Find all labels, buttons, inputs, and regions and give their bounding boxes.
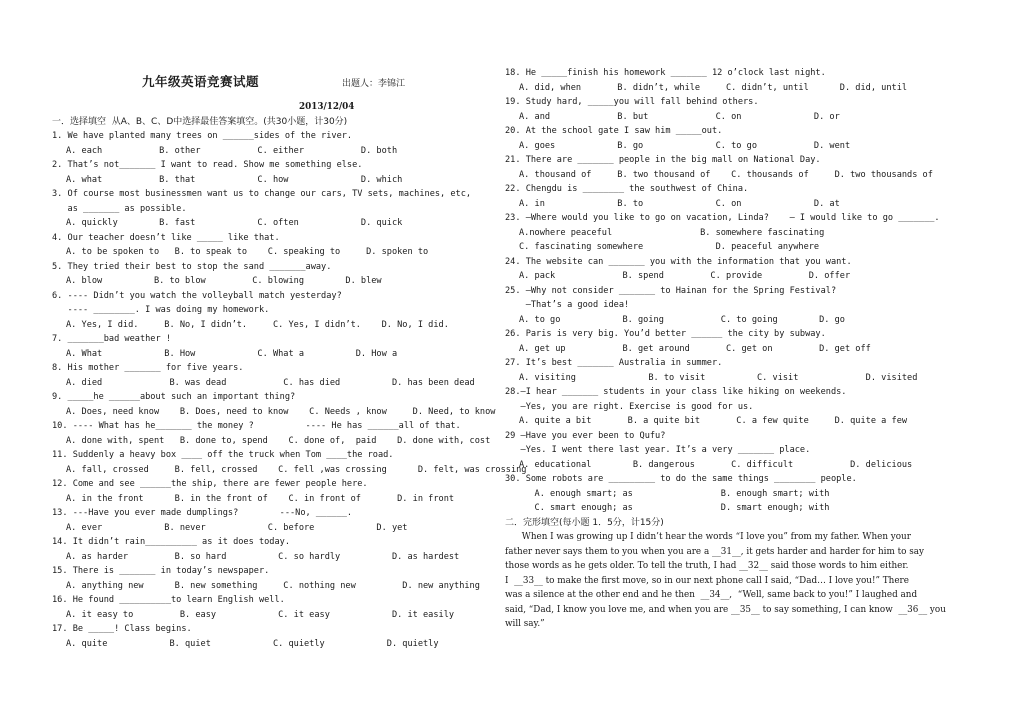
question-line: 11. Suddenly a heavy box ____ off the truck when Tom ____the road. [52,450,394,460]
passage-line: will say.” [505,619,545,629]
answer-options: A. Does, need know B. Does, need to know C. Needs , know D. Need, to know [66,406,496,417]
question-line: 21. There are _______ people in the big mall on National Day. [505,155,821,165]
answer-options: A. to go B. going C. to going D. go [519,314,845,325]
section-heading: 一．选择填空 从A、B、C、D中选择最佳答案填空。(共30小题，计30分) [52,116,348,127]
exam-date: 2013/12/04 [299,102,355,112]
question-line: 18. He _____finish his homework _______ 12 o’clock last night. [505,68,826,78]
question-line: —That’s a good idea! [505,300,630,310]
question-line: 25. —Why not consider _______ to Hainan for the Spring Festival? [505,285,837,296]
question-line: 23. —Where would you like to go on vacation, Linda? — I would like to go _______. [505,213,940,223]
question-line: 29 —Have you ever been to Qufu? [505,430,666,441]
question-line: 10. ---- What has he_______ the money ? ---- He has ______all of that. [52,421,461,431]
question-line: 9. _____he ______about such an important thing? [52,392,296,402]
answer-options: A. anything new B. new something C. nothing new D. new anything [66,580,480,591]
question-line: 16. He found __________to learn English well. [52,595,285,605]
right-question-list [505,66,945,632]
answer-options: C. fascinating somewhere D. peaceful anywhere [519,242,820,252]
answer-options: A. educational B. dangerous C. difficult D. delicious [519,459,913,470]
question-line: 27. It’s best _______ Australia in summer. [505,358,723,368]
question-line: 7. _______bad weather ! [52,334,171,344]
answer-options: A. enough smart; as B. enough smart; with [519,488,830,499]
answer-options: A. What B. How C. What a D. How a [66,348,398,359]
question-line: 8. His mother _______ for five years. [52,363,244,373]
question-line: —Yes. I went there last year. It’s a very _______ place. [505,445,811,455]
answer-options: A. ever B. never C. before D. yet [66,522,408,533]
question-line: 3. Of course most businessmen want us to change our cars, TV sets, machines, etc, [52,189,472,199]
answer-options: A. done with, spent B. done to, spend C. done of, paid D. done with, cost [66,435,491,446]
answer-options: A. did, when B. didn’t, while C. didn’t, until D. did, until [519,82,908,93]
page-title: 九年级英语竞赛试题 [142,74,260,89]
question-line: 13. ---Have you ever made dumplings? ---No, ______. [52,508,353,518]
answer-options: A. thousand of B. two thousand of C. thousands of D. two thousands of [519,169,933,180]
answer-options: A. get up B. get around C. get on D. get off [519,343,871,354]
answer-options: A. quite a bit B. a quite bit C. a few quite D. quite a few [519,416,908,426]
question-line: —Yes, you are right. Exercise is good for us. [505,401,754,412]
question-line: 5. They tried their best to stop the sand _______away. [52,261,332,272]
section-heading: 二．完形填空(每小题 1．5分，计15分) [505,517,664,528]
question-line: 15. There is _______ in today’s newspaper. [52,566,270,576]
answer-options: A. as harder B. so hard C. so hardly D. as hardest [66,551,460,562]
question-line: 19. Study hard, _____you will fall behind others. [505,97,759,107]
answer-options: A. quite B. quiet C. quietly D. quietly [66,638,439,649]
answer-options: A. died B. was dead C. has died D. has been dead [66,377,475,388]
question-line: 1. We have planted many trees on ______sides of the river. [52,131,353,141]
answer-options: A. visiting B. to visit C. visit D. visited [519,372,918,383]
answer-options: A. and B. but C. on D. or [519,111,840,122]
passage-line: father never says them to you when you are a __31__, it gets harder and harder for him to say [505,546,924,557]
question-line: 4. Our teacher doesn’t like _____ like that. [52,232,280,243]
answer-options: A. in B. to C. on D. at [519,198,840,209]
answer-options: A. quickly B. fast C. often D. quick [66,218,403,228]
answer-options: C. smart enough; as D. smart enough; with [519,503,830,513]
question-line: 28.—I hear _______ students in your class like hiking on weekends. [505,387,847,397]
question-line: 26. Paris is very big. You’d better ______ the city by subway. [505,329,826,339]
question-line: ---- ________. I was doing my homework. [52,305,270,315]
question-line: 2. That’s not_______ I want to read. Show me something else. [52,160,363,170]
answer-options: A. what B. that C. how D. which [66,174,403,185]
passage-line: I __33__ to make the first move, so in our next phone call I said, “Dad… I love you!” There [505,575,909,586]
title-row [52,66,492,100]
answer-options: A. to be spoken to B. to speak to C. speaking to D. spoken to [66,247,429,257]
answer-options: A. pack B. spend C. provide D. offer [519,271,851,281]
question-line: 22. Chengdu is ________ the southwest of China. [505,184,749,194]
answer-options: A. it easy to B. easy C. it easy D. it easily [66,609,455,620]
question-line: 30. Some robots are _________ to do the same things ________ people. [505,474,857,484]
question-line: as _______ as possible. [52,203,187,214]
answer-options: A.nowhere peaceful B. somewhere fascinating [519,227,825,238]
answer-options: A. goes B. go C. to go D. went [519,140,851,151]
question-line: 12. Come and see ______the ship, there are fewer people here. [52,479,368,489]
author-label: 出题人：李锦江 [342,79,406,89]
answer-options: A. each B. other C. either D. both [66,145,398,156]
answer-options: A. Yes, I did. B. No, I didn’t. C. Yes, I didn’t. D. No, I did. [66,319,449,330]
passage-line: When I was growing up I didn’t hear the words “I love you” from my father. When your [505,532,911,542]
question-line: 6. ---- Didn’t you watch the volleyball match yesterday? [52,290,342,301]
answer-options: A. blow B. to blow C. blowing D. blew [66,276,382,286]
question-line: 17. Be _____! Class begins. [52,624,192,634]
answer-options: A. fall, crossed B. fell, crossed C. fell ,was crossing D. felt, was crossing [66,464,527,475]
question-line: 24. The website can _______ you with the information that you want. [505,256,852,267]
question-line: 20. At the school gate I saw him _____out. [505,126,723,136]
answer-options: A. in the front B. in the front of C. in front of D. in front [66,493,455,504]
passage-line: was a silence at the other end and he then __34__, “Well, same back to you!” I laughed and [505,590,918,600]
passage-line: those words as he gets older. To tell the truth, I had __32__ said those words to him either. [505,561,909,571]
passage-line: said, “Dad, I know you love me, and when you are __35__ to say something, I can know __36__ you [505,604,946,615]
question-line: 14. It didn’t rain__________ as it does today. [52,537,290,547]
right-column [505,66,945,632]
